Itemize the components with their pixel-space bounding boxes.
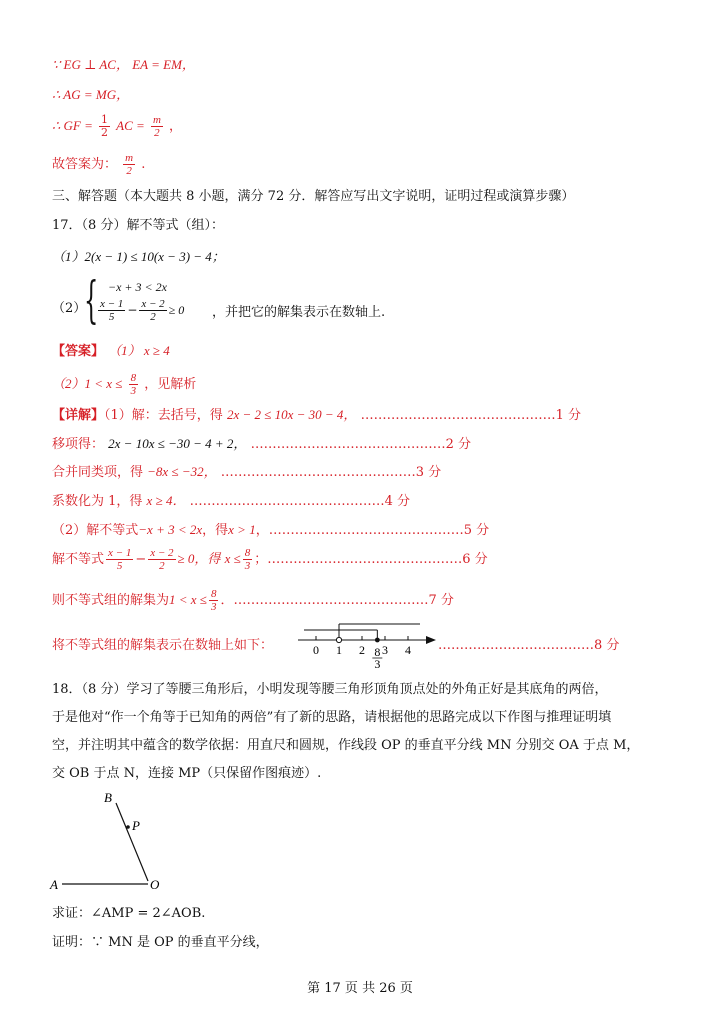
frac-label-num: 8	[374, 645, 381, 659]
frac-x-2-over-2	[139, 298, 166, 323]
frac-num: m	[152, 114, 161, 126]
step-1-math: 2x − 2 ≤ 10x − 30 − 4，	[226, 407, 357, 422]
answer-1: （1） x ≥ 4	[108, 343, 170, 358]
proof-line-2: ∴ AG = MG，	[52, 87, 130, 102]
minus-sign: −	[135, 552, 147, 567]
step-5-math: −x + 3 < 2x	[138, 522, 203, 537]
step-6-frac-1	[106, 547, 133, 572]
angle-figure	[48, 790, 178, 900]
step-3-text: 合并同类项，得	[52, 465, 144, 480]
answer-2-frac	[129, 372, 139, 397]
tick-label: 1	[336, 643, 342, 657]
step-2	[52, 436, 471, 453]
tick-label: 2	[359, 643, 365, 657]
fraction-half	[99, 114, 110, 139]
frac-num: 1	[101, 113, 109, 126]
step-8-text: 将不等式组的解集表示在数轴上如下：	[52, 638, 274, 653]
frac-num: 8	[210, 588, 217, 600]
system-ineq-1: −x + 3 < 2x	[108, 280, 167, 294]
label-b: B	[104, 790, 112, 805]
frac-den: 2	[126, 165, 132, 177]
answer-fraction	[123, 152, 135, 177]
frac-den: 2	[150, 311, 156, 323]
frac-den: 2	[159, 560, 165, 572]
proof-line-1: ∵ EG ⊥ AC， EA = EM，	[52, 57, 195, 72]
system-brace: {	[84, 271, 99, 329]
frac-num: 8	[244, 547, 251, 559]
step-1	[52, 407, 581, 424]
step-4-score: ………………………………………4 分	[189, 494, 410, 509]
q17-part2	[52, 271, 432, 330]
open-point	[336, 637, 341, 642]
ray-ob	[116, 803, 148, 881]
step-7-frac	[209, 588, 219, 613]
section-heading: 三、解答题（本大题共 8 小题，满分 72 分．解答应写出文字说明，证明过程或演算步骤）	[52, 189, 575, 204]
tick-label: 0	[313, 643, 319, 657]
step-6-ge: ≥ 0，得	[177, 551, 221, 566]
closed-point	[375, 638, 380, 643]
q18-line-4: 交 OB 于点 N，连接 MP（只保留作图痕迹）.	[52, 766, 322, 781]
step-2-text: 移项得：	[52, 437, 105, 452]
minus-sign: −	[127, 303, 138, 317]
frac-num: m	[125, 152, 134, 164]
step-7-text: 则不等式组的解集为	[52, 593, 170, 608]
frac-label-den: 3	[374, 657, 381, 668]
part2-tail: ，并把它的解集表示在数轴上.	[212, 305, 386, 320]
point-p	[126, 825, 130, 829]
step-2-math: 2x − 10x ≤ −30 − 4 + 2，	[108, 436, 247, 451]
tick-label: 4	[405, 643, 411, 657]
proof-line-3-end: ，	[169, 119, 183, 134]
frac-num: x − 2	[150, 547, 174, 559]
detail-tag: 【详解】	[52, 408, 105, 423]
step-6-text: 解不等式	[52, 552, 105, 567]
step-6-score: ；………………………………………6 分	[254, 552, 488, 567]
step-7-score: ．………………………………………7 分	[220, 593, 454, 608]
tick-label: 3	[382, 643, 388, 657]
step-3-score: ………………………………………3 分	[220, 465, 442, 480]
answer-prefix: 故答案为：	[52, 157, 118, 172]
step-3-math: −8x ≤ −32，	[147, 464, 217, 479]
frac-den: 2	[101, 126, 109, 139]
proof-line-3-mid: AC =	[116, 118, 145, 133]
step-5-math2: x > 1	[228, 522, 256, 537]
step-5-score: ，………………………………………5 分	[255, 523, 490, 538]
q18-prove: 求证：∠AMP = 2∠AOB.	[52, 906, 206, 921]
step-5	[52, 522, 489, 539]
step-6-frac-3	[243, 547, 253, 572]
proof-line-3	[52, 114, 182, 139]
step-4-math: x ≥ 4．	[146, 493, 186, 508]
step-1-text: （1）解：去括号，得	[104, 408, 223, 423]
frac-x-1-over-5	[98, 298, 125, 323]
label-o: O	[150, 877, 160, 892]
label-p: P	[132, 818, 140, 833]
frac-num: x − 1	[108, 547, 132, 559]
step-2-score: ………………………………………2 分	[250, 437, 471, 452]
frac-num: x − 1	[100, 298, 124, 310]
answer-line	[52, 152, 145, 177]
number-line	[290, 618, 440, 668]
axis-arrow	[426, 636, 436, 644]
frac-num: x − 2	[141, 298, 165, 310]
frac-den: 3	[130, 385, 137, 397]
system-ineq-2	[96, 298, 184, 323]
step-8-score: ………………………………8 分	[438, 638, 620, 653]
q18-proof: 证明：∵ MN 是 OP 的垂直平分线，	[52, 935, 269, 950]
q17-title: 17．（8 分）解不等式（组）：	[52, 218, 224, 233]
step-6-frac-2	[148, 547, 175, 572]
step-7-math: 1 < x ≤	[169, 592, 207, 607]
answer-block	[52, 343, 170, 360]
q18-line-2: 于是他对“作一个角等于已知角的两倍”有了新的思路，请根据他的思路完成以下作图与推理证明填	[52, 710, 612, 725]
step-6-x: x ≤	[224, 551, 241, 566]
step-7	[52, 588, 454, 613]
page-footer: 第 17 页 共 26 页	[307, 981, 413, 996]
frac-den: 2	[154, 127, 160, 139]
answer-tag: 【答案】	[52, 344, 105, 359]
frac-den: 5	[108, 311, 115, 323]
part2-label: （2）	[52, 301, 87, 316]
step-5-mid: ，得	[202, 523, 229, 538]
frac-den: 3	[210, 601, 217, 613]
step-4-text: 系数化为 1，得	[52, 494, 143, 509]
step-5-text: （2）解不等式	[52, 523, 139, 538]
answer-2	[52, 372, 196, 397]
answer-suffix: .	[141, 157, 146, 172]
answer-2-a: （2）1 < x ≤	[52, 376, 123, 391]
q17-part1: （1）2(x − 1) ≤ 10(x − 3) − 4；	[52, 249, 225, 264]
q18-line-1: 18．（8 分）学习了等腰三角形后，小明发现等腰三角形顶角顶点处的外角正好是其底角的两倍，	[52, 682, 608, 697]
frac-den: 3	[244, 560, 251, 572]
step-3	[52, 464, 441, 481]
fraction-m-over-2	[151, 114, 163, 139]
frac-den: 5	[116, 560, 123, 572]
step-6	[52, 547, 488, 572]
frac-num: 8	[130, 372, 137, 384]
answer-2-b: ，见解析	[144, 377, 197, 392]
label-a: A	[50, 877, 58, 892]
proof-line-3-lhs: ∴ GF =	[52, 118, 93, 133]
step-1-score: ………………………………………1 分	[360, 408, 581, 423]
q18-line-3: 空，并注明其中蕴含的数学依据：用直尺和圆规，作线段 OP 的垂直平分线 MN 分别交 OA 于点 M，	[52, 738, 640, 753]
step-4	[52, 493, 410, 510]
ge-zero: ≥ 0	[168, 303, 185, 317]
